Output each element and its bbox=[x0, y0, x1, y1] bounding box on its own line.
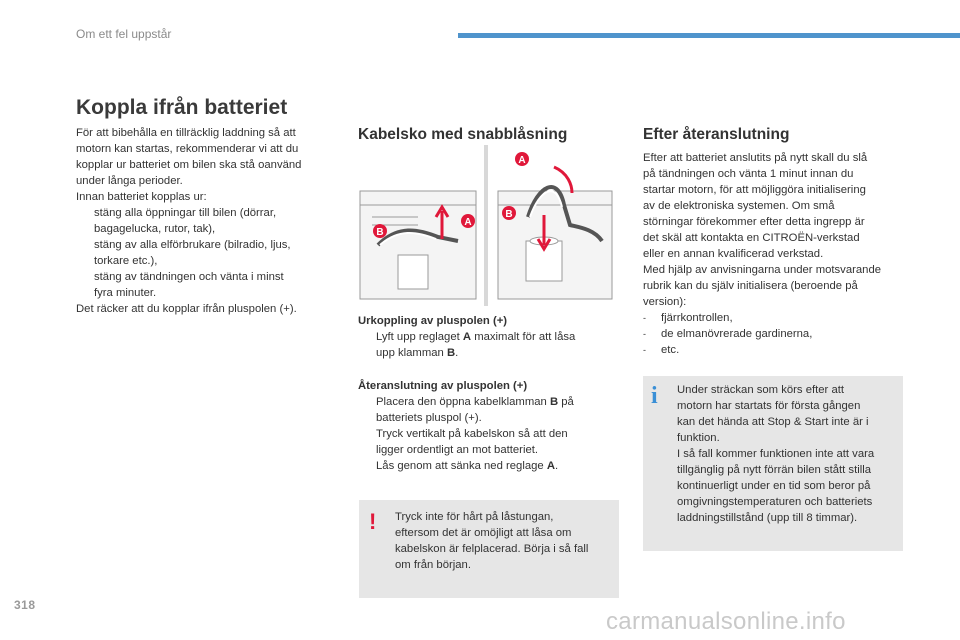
list-item bbox=[358, 458, 618, 474]
list-item bbox=[358, 394, 618, 410]
list-item-continuation: fyra minuter. bbox=[94, 287, 157, 299]
warning-line: eftersom det är omöjligt att låsa om bbox=[395, 527, 572, 539]
body-line: på tändningen och vänta 1 minut innan du bbox=[643, 168, 854, 180]
warning-icon: ! bbox=[369, 509, 377, 534]
warning-line: Tryck inte för hårt på låstungan, bbox=[395, 511, 554, 523]
list-item-text: stäng av alla elförbrukare (bilradio, ljus, bbox=[94, 239, 291, 251]
bullet-icon bbox=[358, 458, 376, 474]
text-run: maximalt för att låsa bbox=[471, 331, 576, 343]
reconnect-instructions bbox=[358, 378, 618, 474]
list-item bbox=[76, 205, 336, 221]
warning-line: kabelskon är felplacerad. Börja i så fall bbox=[395, 543, 589, 555]
battery-clamp-drawing bbox=[358, 145, 614, 306]
info-line: laddningstillstånd (upp till 8 timmar). bbox=[677, 512, 858, 524]
text-run: på bbox=[558, 396, 574, 408]
label-b: B bbox=[376, 227, 384, 238]
after-reconnection-text bbox=[643, 150, 909, 358]
list-item-text: stäng av tändningen och vänta i minst bbox=[94, 271, 284, 283]
body-line: störningar förekommer efter detta ingrepp är bbox=[643, 216, 865, 228]
list-item-continuation: batteriets pluspol (+). bbox=[376, 412, 482, 424]
list-item-text: fjärrkontrollen, bbox=[661, 312, 733, 324]
section-title: Om ett fel uppstår bbox=[76, 27, 172, 41]
info-line: kontinuerligt under en tid som beror på bbox=[677, 480, 871, 492]
reconnect-heading: Återanslutning av pluspolen (+) bbox=[358, 380, 528, 392]
list-item-text: stäng alla öppningar till bilen (dörrar, bbox=[94, 207, 277, 219]
list-item-text bbox=[376, 329, 575, 345]
list-item bbox=[643, 342, 909, 358]
intro-line: För att bibehålla en tillräcklig laddning så att bbox=[76, 127, 296, 139]
bullet-icon bbox=[358, 394, 376, 410]
battery-clamp-illustration bbox=[358, 145, 614, 306]
text-run: . bbox=[455, 347, 459, 359]
body-line: det skäl att kontakta en CITROËN-verkstad bbox=[643, 232, 860, 244]
body-line: startar motorn, för att möjliggöra initialisering bbox=[643, 184, 866, 196]
dash-marker: - bbox=[643, 329, 646, 339]
disconnect-heading: Urkoppling av pluspolen (+) bbox=[358, 315, 508, 327]
dash-marker: - bbox=[643, 345, 646, 355]
page-title: Koppla ifrån batteriet bbox=[76, 96, 288, 119]
info-text bbox=[677, 382, 901, 526]
text-run: Lyft upp reglaget bbox=[376, 331, 463, 343]
text-run: Placera den öppna kabelklamman bbox=[376, 396, 550, 408]
quick-release-heading: Kabelsko med snabblåsning bbox=[358, 126, 568, 143]
list-item bbox=[643, 310, 909, 326]
dash-marker: - bbox=[643, 313, 646, 323]
intro-text-block bbox=[76, 125, 336, 317]
intro-line: kopplar ur batteriet om bilen ska stå oanvänd bbox=[76, 159, 302, 171]
text-run: . bbox=[555, 460, 559, 472]
list-item-continuation bbox=[358, 345, 618, 361]
list-item-text bbox=[376, 458, 558, 474]
list-item bbox=[643, 326, 909, 342]
info-line: Under sträckan som körs efter att bbox=[677, 384, 845, 396]
watermark: carmanualsonline.info bbox=[606, 608, 846, 635]
after-reconnection-heading: Efter återanslutning bbox=[643, 126, 790, 143]
list-item-text: etc. bbox=[661, 344, 680, 356]
list-item bbox=[76, 237, 336, 253]
disconnect-instructions bbox=[358, 313, 618, 361]
label-a: A bbox=[464, 217, 472, 228]
intro-line: motorn kan startas, rekommenderar vi att du bbox=[76, 143, 299, 155]
intro-line: under långa perioder. bbox=[76, 175, 183, 187]
info-line: I så fall kommer funktionen inte att vara bbox=[677, 448, 875, 460]
warning-line: om från början. bbox=[395, 559, 471, 571]
intro-line: Innan batteriet kopplas ur: bbox=[76, 191, 207, 203]
label-b: B bbox=[505, 209, 513, 220]
bullet-icon bbox=[76, 269, 94, 285]
list-item-text: Tryck vertikalt på kabelskon så att den bbox=[376, 428, 568, 440]
text-run: Lås genom att sänka ned reglage bbox=[376, 460, 547, 472]
info-line: kan det hända att Stop & Start inte är i bbox=[677, 416, 869, 428]
list-item-continuation: ligger ordentligt an mot batteriet. bbox=[376, 444, 539, 456]
text-run-bold: A bbox=[462, 331, 472, 343]
info-line: motorn har startats för första gången bbox=[677, 400, 861, 412]
body-line: Med hjälp av anvisningarna under motsvarande bbox=[643, 264, 882, 276]
list-item bbox=[76, 269, 336, 285]
list-item-continuation: torkare etc.), bbox=[94, 255, 158, 267]
info-line: funktion. bbox=[677, 432, 720, 444]
info-line: omgivningstemperaturen och batteriets bbox=[677, 496, 873, 508]
list-item-text bbox=[376, 394, 574, 410]
list-item-text: de elmanövrerade gardinerna, bbox=[661, 328, 813, 340]
warning-text bbox=[395, 509, 617, 573]
closing-line: Det räcker att du kopplar ifrån pluspolen (+). bbox=[76, 303, 297, 315]
header-accent-bar bbox=[458, 33, 960, 38]
text-run: upp klamman bbox=[376, 347, 447, 359]
body-line: Efter att batteriet anslutits på nytt skall du slå bbox=[643, 152, 868, 164]
body-line: rubrik kan du själv initialisera (beroende på bbox=[643, 280, 858, 292]
text-run-bold: B bbox=[549, 396, 559, 408]
info-icon: i bbox=[651, 383, 658, 409]
body-line: av de elektroniska systemen. Om små bbox=[643, 200, 835, 212]
body-line: version): bbox=[643, 296, 687, 308]
bullet-icon bbox=[358, 426, 376, 442]
bullet-icon bbox=[358, 329, 376, 345]
list-item bbox=[358, 426, 618, 442]
text-run-bold: A bbox=[546, 460, 555, 472]
bullet-icon bbox=[76, 205, 94, 221]
label-a: A bbox=[518, 155, 526, 166]
info-note bbox=[643, 376, 903, 551]
warning-note bbox=[359, 500, 619, 598]
text-run-bold: B bbox=[446, 347, 456, 359]
info-line: tillgänglig på nytt förrän bilen stått stilla bbox=[677, 464, 872, 476]
list-item-continuation: bagagelucka, rutor, tak), bbox=[94, 223, 216, 235]
body-line: eller en annan kvalificerad verkstad. bbox=[643, 248, 824, 260]
bullet-icon bbox=[76, 237, 94, 253]
list-item bbox=[358, 329, 618, 345]
page-number: 318 bbox=[14, 598, 36, 612]
